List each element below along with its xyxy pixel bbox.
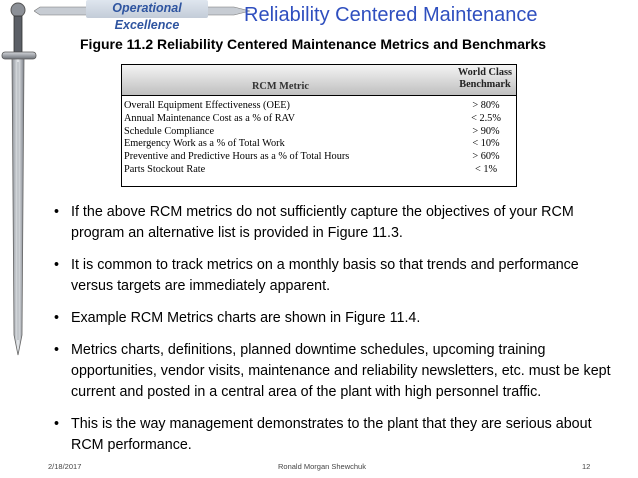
footer-author: Ronald Morgan Shewchuk — [278, 462, 366, 471]
metric-cell: Annual Maintenance Cost as a % of RAV — [124, 112, 296, 124]
header-benchmark-line1: World Class — [457, 67, 512, 78]
header-metric: RCM Metric — [252, 81, 309, 92]
header-benchmark — [458, 67, 512, 91]
table-row — [122, 113, 516, 126]
benchmark-cell: < 1% — [474, 163, 498, 175]
table-row — [122, 164, 516, 177]
metric-cell: Overall Equipment Effectiveness (OEE) — [124, 100, 290, 111]
header-benchmark-line2: Benchmark — [459, 79, 511, 90]
bullet-item: • This is the way management demonstrates to the plant that they are serious about RCM performance. — [54, 414, 624, 456]
bullet-item: • If the above RCM metrics do not sufficiently capture the objectives of your RCM program an alternative list is provided in Figure 11.3. — [54, 202, 624, 244]
benchmark-cell: < 10% — [472, 138, 500, 150]
table-header — [122, 65, 516, 96]
table-row — [122, 100, 516, 113]
benchmark-cell: > 80% — [472, 100, 500, 111]
bullet-item: • Metrics charts, definitions, planned downtime schedules, upcoming training opportunities, vendor visits, maintenance and reliability newsletters, etc. must be kept current and posted in a central area of the plant with high personnel traffic. — [54, 340, 624, 403]
metric-cell: Schedule Compliance — [124, 125, 215, 137]
benchmark-cell: > 60% — [472, 151, 500, 163]
slide-title: Reliability Centered Maintenance — [244, 4, 538, 26]
footer-date: 2/18/2017 — [48, 462, 82, 471]
metric-cell: Parts Stockout Rate — [124, 163, 206, 175]
sword-icon — [0, 0, 40, 360]
benchmark-cell: < 2.5% — [471, 112, 501, 124]
bullet-item: • Example RCM Metrics charts are shown in Figure 11.4. — [54, 308, 624, 329]
table-row — [122, 138, 516, 151]
banner-label: Operational Excellence — [112, 1, 182, 32]
table-row — [122, 126, 516, 139]
banner — [86, 0, 208, 32]
bullet-item: • It is common to track metrics on a monthly basis so that trends and performance versus targets are immediately apparent. — [54, 255, 624, 297]
figure-caption: Figure 11.2 Reliability Centered Maintenance Metrics and Benchmarks — [80, 36, 547, 52]
metric-cell: Emergency Work as a % of Total Work — [124, 138, 285, 150]
metrics-table — [121, 64, 517, 187]
table-body — [122, 96, 516, 177]
table-row — [122, 151, 516, 164]
footer-page-number: 12 — [582, 462, 591, 471]
metric-cell: Preventive and Predictive Hours as a % of Total Hours — [124, 151, 350, 163]
benchmark-cell: > 90% — [472, 125, 500, 137]
bullet-list — [54, 202, 624, 467]
